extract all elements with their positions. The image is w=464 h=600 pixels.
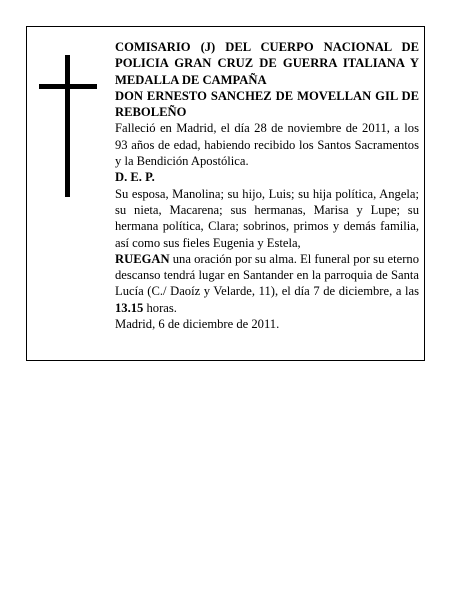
- obituary-notice: [26, 26, 425, 361]
- ruegan-word: RUEGAN: [115, 251, 170, 266]
- cross-icon: [39, 55, 97, 197]
- prayer-text: una oración por su alma. El funeral por su eterno descanso tendrá lugar en Santander en la parroquia de Santa Lucía (C./ Daoíz y Velarde, 11), el día 7 de diciembre, a las: [115, 251, 419, 299]
- family-list: Su esposa, Manolina; su hijo, Luis; su hija política, Angela; su nieta, Macarena; sus hermanas, Marisa y Lupe; su hermana política, Clara; sobrinos, primos y demás familia, así como sus fieles Eugenia y Estela,: [115, 186, 419, 250]
- funeral-time: 13.15: [115, 300, 144, 315]
- notice-text: [115, 39, 419, 332]
- place-and-date: Madrid, 6 de diciembre de 2011.: [115, 317, 280, 332]
- time-suffix: horas.: [143, 300, 177, 315]
- dep-line: D. E. P.: [115, 170, 155, 185]
- funeral-details: [115, 251, 419, 316]
- deceased-name: DON ERNESTO SANCHEZ DE MOVELLAN GIL DE REBOLEÑO: [115, 88, 419, 120]
- death-announcement: Falleció en Madrid, el día 28 de noviembre de 2011, a los 93 años de edad, habiendo recibido los Santos Sacramentos y la Bendición Apostólica.: [115, 121, 419, 169]
- deceased-rank: COMISARIO (J) DEL CUERPO NACIONAL DE POLICIA GRAN CRUZ DE GUERRA ITALIANA Y MEDALLA DE CAMPAÑA: [115, 40, 419, 87]
- cross-vertical-bar: [65, 55, 70, 197]
- cross-horizontal-bar: [39, 84, 97, 89]
